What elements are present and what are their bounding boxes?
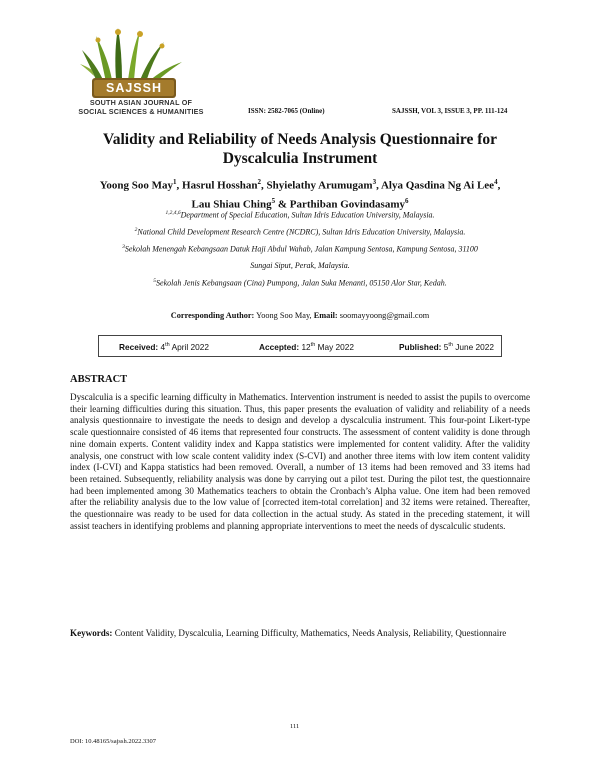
author-list: Yoong Soo May$^1$, Hasrul Hosshan$^2$, Shyielathy Arumugam$^3$, Alya Qasdina Ng Ai Lee$^4$, Lau Shiau Ching$^5$ & Parthiban Govindasamy$^6$	[99, 178, 501, 211]
accepted-date	[259, 342, 354, 352]
published-label: Published:	[399, 342, 442, 352]
keywords-label: Keywords:	[70, 628, 113, 638]
author-sup: 1	[173, 178, 177, 186]
received-label: Received:	[119, 342, 159, 352]
published-day: 5	[443, 342, 449, 352]
author-sup: 4	[494, 178, 498, 186]
page-number: 111	[290, 723, 300, 730]
affiliation	[40, 261, 560, 270]
author-name: Hasrul Hosshan	[182, 179, 258, 192]
accepted-suffix: th	[310, 342, 316, 349]
author-name: Yoong Soo May	[99, 179, 174, 192]
affiliation	[40, 278, 560, 288]
corresponding-name: Yoong Soo May,	[256, 311, 312, 320]
published-date	[399, 342, 494, 352]
corresponding-author	[40, 311, 560, 320]
affiliation-sup: 1,2,4,6	[165, 210, 181, 216]
accepted-rest: May 2022	[317, 342, 355, 352]
affiliation-sup: 5	[153, 278, 157, 284]
author-name: Shyielathy Arumugam	[266, 179, 373, 192]
accepted-label: Accepted:	[259, 342, 300, 352]
affiliation	[40, 244, 560, 254]
affiliation-sup: 2	[134, 227, 138, 233]
affiliation	[40, 210, 560, 220]
abstract-heading: ABSTRACT	[70, 374, 128, 385]
received-rest: April 2022	[171, 342, 209, 352]
affiliation-text: National Child Development Research Centre (NCDRC), Sultan Idris Education University, Malaysia.	[137, 227, 466, 237]
received-suffix: th	[165, 342, 170, 349]
affiliation-text: Sekolah Menengah Kebangsaan Datuk Haji Abdul Wahab, Jalan Kampung Sentosa, Kampung Sentosa, 31100	[124, 244, 478, 254]
affiliation-sup: 3	[122, 244, 125, 250]
author-name: Alya Qasdina Ng Ai Lee	[380, 179, 495, 192]
author-sup: 2	[257, 178, 262, 186]
affiliation-text: Department of Special Education, Sultan Idris Education University, Malaysia.	[180, 210, 435, 220]
dates-box	[98, 335, 502, 357]
title-line-1: Validity and Reliability of Needs Analysis Questionnaire for	[102, 131, 497, 148]
corresponding-label: Corresponding Author:	[170, 311, 255, 320]
received-date	[119, 342, 209, 352]
author-sup: 3	[372, 178, 377, 186]
title-line-2: Dyscalculia Instrument	[222, 150, 378, 167]
email-label: Email:	[313, 311, 338, 320]
journal-name-line1: SOUTH ASIAN JOURNAL OF	[89, 98, 193, 107]
journal-name	[56, 99, 226, 116]
published-suffix: th	[448, 342, 453, 349]
accepted-day: 12	[301, 342, 311, 352]
issn: ISSN: 2582-7065 (Online)	[248, 107, 325, 115]
affiliation-text: Sungai Siput, Perak, Malaysia.	[250, 261, 350, 270]
keywords	[70, 628, 530, 640]
paper-title	[60, 130, 540, 168]
received-day: 4	[160, 342, 166, 352]
logo-text: SAJSSH	[105, 81, 163, 95]
doi[interactable]: DOI: 10.48165/sajssh.2022.3307	[70, 738, 156, 745]
affiliation	[40, 227, 560, 237]
author-sup: 5	[271, 196, 276, 205]
keywords-text: Content Validity, Dyscalculia, Learning Difficulty, Mathematics, Needs Analysis, Reliability, Questionnaire	[114, 628, 507, 638]
volume-info: SAJSSH, VOL 3, ISSUE 3, PP. 111-124	[392, 107, 508, 115]
published-rest: June 2022	[455, 342, 495, 352]
author-name: Lau Shiau Ching	[191, 198, 272, 211]
abstract-text: Dyscalculia is a specific learning difficulty in Mathematics. Intervention instrument is needed to assist the pupils to overcome their learning difficulties during this situation. Thus, this paper presents the evaluation of validity and reliability of a needs analysis questionnaire to investigate the needs to design and develop a dyscalculia instrument. This four-point Likert-type scale questionnaire consisted of 46 items that represented four constructs. The assessment of content validity is done through nine domain experts. Content validity index and Kappa statistics were implemented for content validity. After the validity analysis, one construct with low scale content validity index (S-CVI) and another three items with low item content validity index (I-CVI) and Kappa statistics had been removed. Overall, a number of 13 items had been removed and 33 items had been retained. Subsequently, reliability analysis was done by carrying out a pilot test. During the pilot test, the questionnaire had been implemented among 30 Mathematics teachers to obtain the Cronbach’s Alpha value. One item had been removed after the reliability analysis due to the low value of [corrected item-total correlation] and 32 items were retained. Thereafter, the questionnaire was ready to be used for data collection in the actual study. As stated in the preceding statement, it will assist teachers in identifying problems and planning appropriate interventions to meet the needs of dyscalculic students.	[70, 392, 530, 531]
author-name: Parthiban Govindasamy	[289, 198, 405, 211]
author-sup: 6	[405, 196, 409, 205]
journal-name-line2: SOCIAL SCIENCES & HUMANITIES	[78, 106, 204, 116]
affiliation-text: Sekolah Jenis Kebangsaan (Cina) Pumpong, Jalan Suka Menanti, 05150 Alor Star, Kedah.	[156, 278, 447, 288]
corresponding-email[interactable]: soomayyoong@gmail.com	[339, 311, 430, 320]
